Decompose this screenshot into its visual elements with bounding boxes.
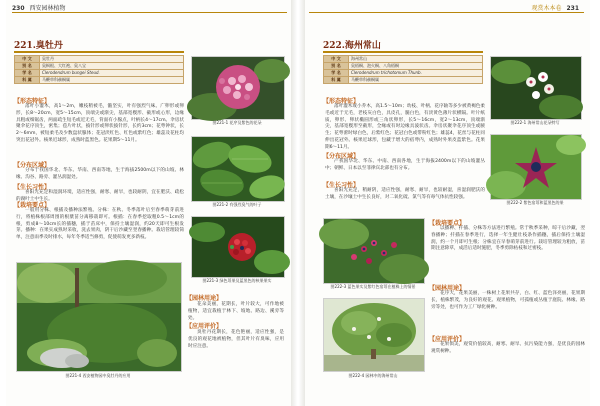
- photo-caption: 图222-3 蓝色果实及紫红色宿萼在植株上的情景: [330, 284, 416, 289]
- entry-title: 222.海州常山: [323, 41, 381, 51]
- running-title: 西安园林植物: [29, 5, 66, 12]
- book-gutter: [291, 0, 305, 406]
- paragraph: 产我国华北、华东、中南、西南各地，生于海拔2400m以下的山坡灌丛中；朝鲜、日本以至菲律宾北部也有分布。: [325, 159, 485, 171]
- info-row: 科 属 马鞭草科赪桐属: [324, 77, 483, 84]
- paragraph: 落叶小灌木，高1～2m，嫩枝稍被毛，髓坚实，叶有强烈气味。广卵形或卵形，长8～20cm，宽5～15cm，顶端尖或渐尖，基部宽楔形、截形或心形，边缘具粗或细锯齿，两面疏生短毛或近无毛，背面有小腺点，叶柄长4～17cm。伞房状聚伞花序顶生，密集；苞片叶状，披针形或卵状披针形，长约3cm；花萼钟状，长2～6mm，被短柔毛及少数盘状腺体；花冠淡红色、红色或紫红色；雄蕊及花柱均突出花冠外。核果近球形，成熟时蓝黑色。花果期5～11月。: [16, 104, 184, 143]
- section-heading: 【栽培要点】: [14, 202, 51, 209]
- photo-garden: [16, 262, 182, 372]
- photo-caption: 图221-4 西安植物园中臭牡丹的应用: [65, 373, 131, 378]
- photo-fruits-on-plant: [323, 218, 425, 284]
- info-table: [14, 55, 184, 84]
- info-row: 中 文 臭牡丹: [15, 56, 184, 63]
- info-row: 别 名 臭枫根、大红袍、臭八宝: [15, 63, 184, 70]
- running-title: 观赏木本卷: [531, 5, 562, 12]
- paragraph: 一般用分株、根插及播种法繁殖。分株：在秋、冬季落叶后至春季萌芽前进行，将植株根部周围的根蘖苗分离移栽即可。根插：在春季挖取粗0.5～1cm的根，剪成8～10cm长的插穗，插于苗床中，保持土壤湿润，约20天即可生根发芽。播种：在果实成熟时采收，洗去果肉，阴干后沙藏至翌春播种。栽培管理较简单，注意雨季及时排水，每年冬季适当修剪，促使萌发更多新枝。: [16, 208, 184, 241]
- section-heading: 【分布区域】: [323, 153, 360, 160]
- section-heading: 【应用评价】: [429, 336, 466, 343]
- photo-caption: 图221-1 花序及紫色的花朵: [212, 120, 262, 125]
- photo-caption: 图222-1 海州常山花朵特写: [510, 120, 560, 125]
- photo-caption: 图221-3 绿色萼果及蓝黑色的核果果实: [202, 278, 272, 283]
- info-table: [323, 55, 483, 84]
- left-running-head: [12, 3, 65, 12]
- photo-caption: 图222-4 园林中的海州常山: [348, 373, 398, 378]
- section-heading: 【分布区域】: [14, 162, 51, 169]
- paragraph: 分布于我国华北、华东、华南、西南等地，生于海拔2500m以下的山坡、林缘、沟谷、路旁、灌丛润湿处。: [16, 168, 184, 180]
- section-heading: 【生长习性】: [14, 184, 51, 191]
- photo-calyx: [490, 134, 582, 200]
- paragraph: 以播种、扦插、分株等方法进行繁殖。常于秋季采种，晾干后沙藏，翌春播种；扦插在春季进行，选择一年生健壮枝条作插穗，插后保持土壤湿润，约一个月即可生根；分株宜在早春萌芽前进行。栽培管理较为粗放，苗期注意除草，成活后适时施肥，冬季剪除枯枝和过密枝。: [431, 226, 585, 252]
- section-heading: 【园林用途】: [186, 295, 223, 302]
- photo-flower-cluster: [191, 56, 285, 120]
- section-heading: 【应用评价】: [186, 323, 223, 330]
- info-row: 中 文 海州常山: [324, 56, 483, 63]
- paragraph: 喜阳光充足和湿润环境，适应性强，耐寒、耐旱，也较耐阴，宜在肥沃、疏松的腐叶土中生长。: [16, 190, 184, 202]
- photo-garden-tree: [323, 298, 425, 372]
- paragraph: 臭牡丹花期长，花色艳丽，适应性强，是优良的观花地被植物，但其叶片有臭味，应用时应注意。: [188, 330, 284, 349]
- title-rule: [14, 51, 184, 53]
- page-number: 231: [566, 5, 579, 12]
- paragraph: 花序大，花果美丽，一株树上花果共存，白、红、蓝色泽亮丽，花果期长，植株繁茂，为良好的观花、观果植物，可孤植或丛植于庭院、林缘、路旁等处，也可作为工厂绿化树种。: [431, 291, 585, 310]
- paragraph: 落叶灌木或小乔木，高1.5～10m；幼枝、叶柄、花序轴等多少被黄褐色柔毛或近于无毛，老枝灰白色，具皮孔，髓白色，有淡黄色薄片状横隔。叶片纸质，卵形、卵状椭圆形或三角状卵形，长5～16cm，宽2～13cm，顶端渐尖，基部宽楔形至截形，全缘或有时边缘具波状齿。伞房状聚伞花序顶生或腋生；花萼蕾时绿白色，后紫红色；花冠白色或带粉红色；雄蕊4，花丝与花柱同伸出花冠外。核果近球形，包藏于增大的宿萼内，成熟时外果皮蓝紫色。花果期6～11月。: [325, 104, 485, 150]
- header-rule: [12, 12, 287, 13]
- photo-white-flowers: [490, 56, 582, 120]
- section-heading: 【形态特征】: [14, 98, 51, 105]
- title-rule: [323, 51, 483, 53]
- info-row: 学 名 Clerodendrum bungei Steud.: [15, 70, 184, 77]
- header-rule: [309, 12, 584, 13]
- page-number: 230: [12, 5, 25, 12]
- right-running-head: [532, 3, 582, 12]
- entry-title: 221.臭牡丹: [14, 41, 63, 51]
- info-row: 学 名 Clerodendrum trichotomum Thunb.: [324, 70, 483, 77]
- paragraph: 花朵美丽，花期长，叶片较大，可作地被植物，适宜栽植于林下、坡地、路边、溪旁等处。: [188, 302, 284, 321]
- right-page: [305, 0, 590, 406]
- paragraph: 喜阳光充足，稍耐阴，适应性强，耐寒、耐旱，也较耐湿，喜湿润肥沃的土壤，在沙壤土中生长良好，对二氧化硫、氯气等有毒气体抗性较强。: [325, 188, 485, 200]
- info-row: 科 属 马鞭草科赪桐属: [15, 77, 184, 84]
- section-heading: 【形态特征】: [323, 98, 360, 105]
- paragraph: 花果俱美，观赏价值较高，耐寒、耐旱、抗污染能力强，是优良的园林观赏树种。: [431, 342, 585, 354]
- photo-caption: 图222-2 紫色宿萼和蓝黑色的果: [506, 200, 564, 205]
- section-heading: 【园林用途】: [429, 285, 466, 292]
- photo-fruits: [191, 216, 285, 278]
- section-heading: 【生长习性】: [323, 182, 360, 189]
- section-heading: 【栽培要点】: [429, 220, 466, 227]
- info-row: 别 名 臭梧桐、泡火桐、八角梧桐: [324, 63, 483, 70]
- left-page: [6, 0, 291, 406]
- photo-leaves: [191, 136, 285, 202]
- photo-caption: 图221-2 有强烈臭气的叶子: [212, 202, 262, 207]
